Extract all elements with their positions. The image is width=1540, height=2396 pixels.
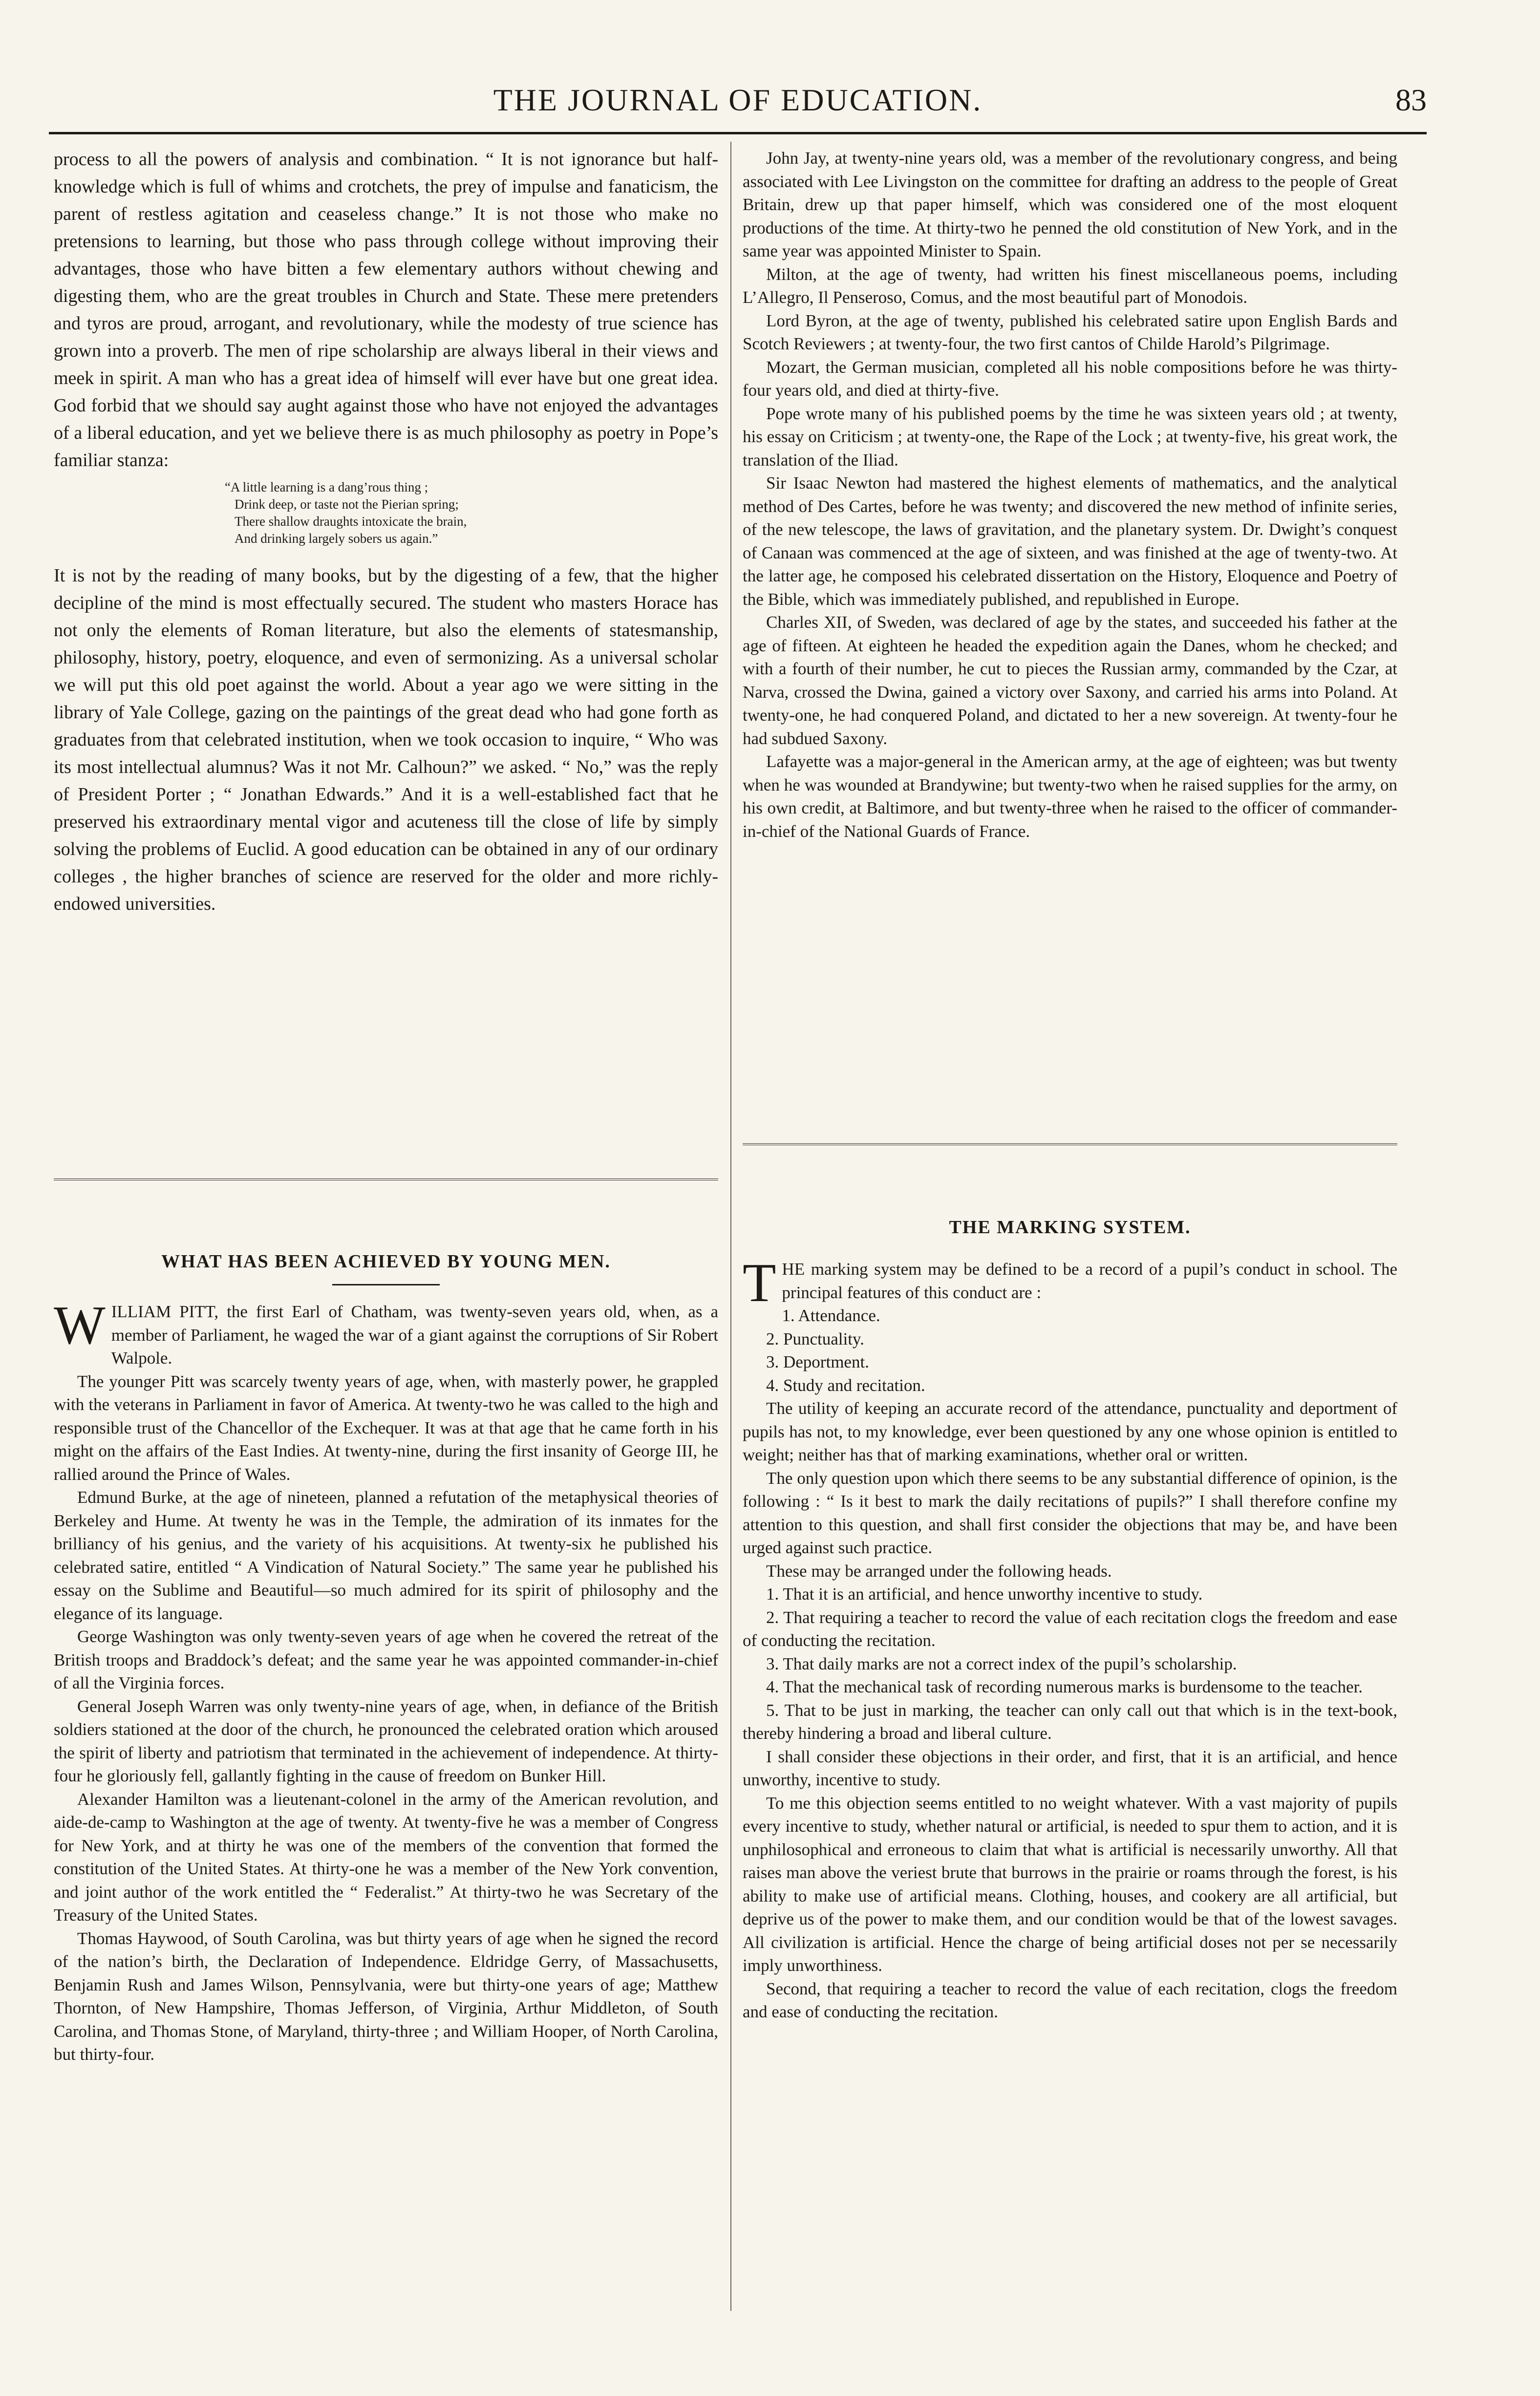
paragraph: [743, 1253, 1397, 1313]
verse-line: Drink deep, or taste not the Pierian spring;: [235, 497, 459, 512]
title-rule: [332, 1284, 440, 1285]
paragraph: General Joseph Warren was only twenty-nine years of age, when, in defiance of the British soldiers stationed at the door of the church, he pronounced the celebrated oration which aroused the spirit of liberty and patriotism that terminated in the achievement of independence. At thirty-four he gloriously fell, gallantly fighting in the cause of freedom on Bunker Hill.: [54, 1696, 718, 1785]
paragraph: It is not by the reading of many books, but by the digesting of a few, that the higher decipline of the mind is most effectually secured. The student who masters Horace has not only the elements of Roman literature, but also the elements of statesmanship, philosophy, history, poetry, eloquence, and even of sermonizing. As a universal scholar we will put this old poet against the world. About a year ago we were sitting in the library of Yale College, gazing on the paintings of the great dead who had gone forth as graduates from that celebrated institution, when we took occasion to inquire, “ Who was its most intellectual alumnus? Was it not Mr. Calhoun?” we asked. “ No,” was the reply of President Porter ; “ Jonathan Edwards.” And it is a well-established fact that he preserved his extraordinary mental vigor and acuteness till the close of life by simply solving the problems of Euclid. A good education can be obtained in any of our ordinary colleges , the higher branches of science are reserved for the older and more richly-endowed universities.: [54, 565, 718, 914]
paragraph-text: ILLIAM PITT, the first Earl of Chatham, was twenty-seven years old, when, as a member of Parliament, he waged the war of a giant against the corruptions of Sir Robert Walpole.: [111, 1302, 718, 1368]
paragraph: 2. That requiring a teacher to record the value of each recitation clogs the freedom and ease of conducting the recitation.: [743, 1607, 1397, 1650]
page-header: [49, 73, 1427, 134]
paragraph: 3. That daily marks are not a correct index of the pupil’s scholarship.: [766, 1654, 1237, 1673]
paragraph: Thomas Haywood, of South Carolina, was but thirty years of age when he signed the record of the nation’s birth, the Declaration of Independence. Eldridge Gerry, of Massachusetts, Benjamin Rush and James Wilson, Pennsylvania, were but thirty-one years of age; Matthew Thornton, of New Hampshire, Thomas Jefferson, of Virginia, Arthur Middleton, of South Carolina, and Thomas Stone, of Maryland, thirty-three ; and William Hooper, of North Carolina, but thirty-four.: [54, 1928, 718, 2064]
paragraph: To me this objection seems entitled to no weight whatever. With a vast majority of pupils every incentive to study, whether natural or artificial, is needed to spur them to action, and it is unphilosophical and erroneous to claim that what is artificial is necessarily unworthy. All that raises man above the veriest brute that burrows in the prairie or roams through the forest, is his ability to make use of artificial means. Clothing, houses, and cookery are all artificial, but deprive us of the power to make them, and our condition would be that of the lowest savages. All civilization is artificial. Hence the charge of being artificial doses not per se necessarily imply unworthiness.: [743, 1793, 1397, 1975]
paragraph: [54, 1295, 718, 1370]
paragraph: Lafayette was a major-general in the American army, at the age of eighteen; was but twenty when he was wounded at Brandywine; but twenty-two when he raised supplies for the army, on his own credit, at Baltimore, and but twenty-three when he raised to the officer of commander-in-chief of the National Guards of France.: [743, 752, 1397, 841]
drop-cap: T: [743, 1253, 776, 1313]
list-item: 4. Study and recitation.: [766, 1375, 925, 1395]
paragraph: George Washington was only twenty-seven years of age when he covered the retreat of the British troops and Braddock’s defeat; and the same year he was appointed commander-in-chief of all the Virginia forces.: [54, 1627, 718, 1692]
section-rule: [743, 1143, 1397, 1145]
column-divider: [730, 142, 731, 2311]
paragraph: process to all the powers of analysis and combination. “ It is not ignorance but half-knowledge which is full of whims and crotchets, the prey of impulse and fanaticism, the parent of restless agitation and ceaseless change.” It is not those who make no pretensions to learning, but those who pass through college without improving their advantages, those who have bitten a few elementary authors without chewing and digesting them, who are the great troubles in Church and State. These mere pretenders and tyros are proud, arrogant, and revolutionary, while the modesty of true science has grown into a proverb. The men of ripe scholarship are always liberal in their views and meek in spirit. A man who has a great idea of himself will ever have but one great idea. God forbid that we should say aught against those who have not enjoyed the advantages of a liberal education, and yet we believe there is as much philosophy as poetry in Pope’s familiar stanza:: [54, 149, 718, 471]
list-item: 2. Punctuality.: [766, 1329, 864, 1348]
paragraph: These may be arranged under the following heads.: [766, 1561, 1112, 1581]
verse-line: There shallow draughts intoxicate the brain,: [235, 514, 467, 529]
list-item: 1. Attendance.: [782, 1306, 880, 1325]
page-number: 83: [1395, 83, 1427, 117]
paragraph: Alexander Hamilton was a lieutenant-colonel in the army of the American revolution, and aide-de-camp to Washington at the age of twenty. At twenty-five he was a member of Congress for New York, and at thirty he was one of the members of the convention that formed the constitution of the United States. At thirty-one he was a member of the New York convention, and joint author of the work entitled the “ Federalist.” At thirty-two he was Secretary of the Treasury of the United States.: [54, 1789, 718, 1925]
paragraph: 5. That to be just in marking, the teacher can only call out that which is in the text-book, thereby hindering a broad and liberal culture.: [743, 1700, 1397, 1743]
paragraph-text: HE marking system may be defined to be a record of a pupil’s conduct in school. The principal features of this conduct are :: [782, 1260, 1397, 1302]
paragraph: The younger Pitt was scarcely twenty years of age, when, with masterly power, he grappled with the veterans in Parliament in favor of America. At twenty-two he was called to the high and responsible trust of the Chancellor of the Exchequer. It was at that age that he came forth in his might on the affairs of the East Indies. At twenty-nine, during the first insanity of George III, he rallied around the Prince of Wales.: [54, 1371, 718, 1484]
pope-verse: [225, 479, 718, 547]
paragraph: Mozart, the German musician, completed all his noble compositions before he was thirty-four years old, and died at thirty-five.: [743, 357, 1397, 400]
paragraph: Pope wrote many of his published poems by the time he was sixteen years old ; at twenty, his essay on Criticism ; at twenty-one, the Rape of the Lock ; at twenty-five, his great work, the translation of the Iliad.: [743, 404, 1397, 470]
verse-line: And drinking largely sobers us again.”: [235, 531, 438, 546]
drop-cap: W: [54, 1295, 106, 1356]
paragraph: The utility of keeping an accurate record of the attendance, punctuality and deportment of pupils has not, to my knowledge, ever been questioned by any one whose opinion is entitled to weight; neither has that of marking examinations, whether oral or written.: [743, 1399, 1397, 1464]
running-title: THE JOURNAL OF EDUCATION.: [493, 83, 983, 117]
section-rule: [54, 1178, 718, 1180]
paragraph: 1. That it is an artificial, and hence unworthy incentive to study.: [766, 1584, 1203, 1604]
young-men-article: [54, 1251, 718, 2066]
list-item: 3. Deportment.: [766, 1352, 869, 1371]
conduct-list: [743, 1304, 1397, 1397]
left-article-continuation: [54, 146, 718, 918]
paragraph: Edmund Burke, at the age of nineteen, planned a refutation of the metaphysical theories of Berkeley and Hume. At twenty he was in the Temple, the admiration of its inmates for the brilliancy of his genius, and the variety of his acquisitions. At twenty-six he published his celebrated satire, entitled “ A Vindication of Natural Society.” The same year he published his essay on the Sublime and Beautiful—so much admired for its spirit of philosophy and the elegance of its language.: [54, 1488, 718, 1623]
paragraph: Charles XII, of Sweden, was declared of age by the states, and succeeded his father at the age of fifteen. At eighteen he headed the expedition again the Danes, whom he checked; and with a fourth of their number, he cut to pieces the Russian army, commanded by the Czar, at Narva, crossed the Dwina, gained a victory over Saxony, and carried his arms into Poland. At twenty-one, he had conquered Poland, and dictated to her a new sovereign. At twenty-four he had subdued Saxony.: [743, 613, 1397, 748]
paragraph: Sir Isaac Newton had mastered the highest elements of mathematics, and the analytical method of Des Cartes, before he was twenty; and discovered the new method of infinite series, of the new telescope, the laws of gravitation, and the planetary system. Dr. Dwight’s conquest of Canaan was commenced at the age of sixteen, and was finished at the age of twenty-two. At the latter age, he composed his celebrated dissertation on the History, Eloquence and Poetry of the Bible, which was immediately published, and republished in Europe.: [743, 473, 1397, 609]
verse-line: “A little learning is a dang’rous thing ;: [225, 480, 428, 494]
article-title: THE MARKING SYSTEM.: [949, 1217, 1191, 1238]
paragraph: I shall consider these objections in their order, and first, that it is an artificial, and hence unworthy, incentive to study.: [743, 1747, 1397, 1789]
paragraph: The only question upon which there seems to be any substantial difference of opinion, is the following : “ Is it best to mark the daily recitations of pupils?” I shall therefore confine my attention to this question, and shall first consider the objections that may be, and have been urged against such practice.: [743, 1468, 1397, 1557]
paragraph: 4. That the mechanical task of recording numerous marks is burdensome to the teacher.: [766, 1677, 1363, 1696]
article-title: WHAT HAS BEEN ACHIEVED BY YOUNG MEN.: [161, 1251, 611, 1272]
young-men-continuation: [743, 147, 1397, 843]
paragraph: Milton, at the age of twenty, had written his finest miscellaneous poems, including L’Allegro, Il Penseroso, Comus, and the most beautiful part of Monodois.: [743, 264, 1397, 307]
paragraph: Lord Byron, at the age of twenty, published his celebrated satire upon English Bards and Scotch Reviewers ; at twenty-four, the two first cantos of Childe Harold’s Pilgrimage.: [743, 311, 1397, 353]
paragraph: Second, that requiring a teacher to record the value of each recitation, clogs the freedom and ease of conducting the recitation.: [743, 1979, 1397, 2021]
paragraph: John Jay, at twenty-nine years old, was a member of the revolutionary congress, and being associated with Lee Livingston on the committee for drafting an address to the people of Great Britain, drew up that paper himself, which was considered one of the most eloquent productions of the time. At thirty-two he penned the old constitution of New York, and in the same year was appointed Minister to Spain.: [743, 149, 1397, 260]
marking-system-article: [743, 1217, 1397, 2024]
